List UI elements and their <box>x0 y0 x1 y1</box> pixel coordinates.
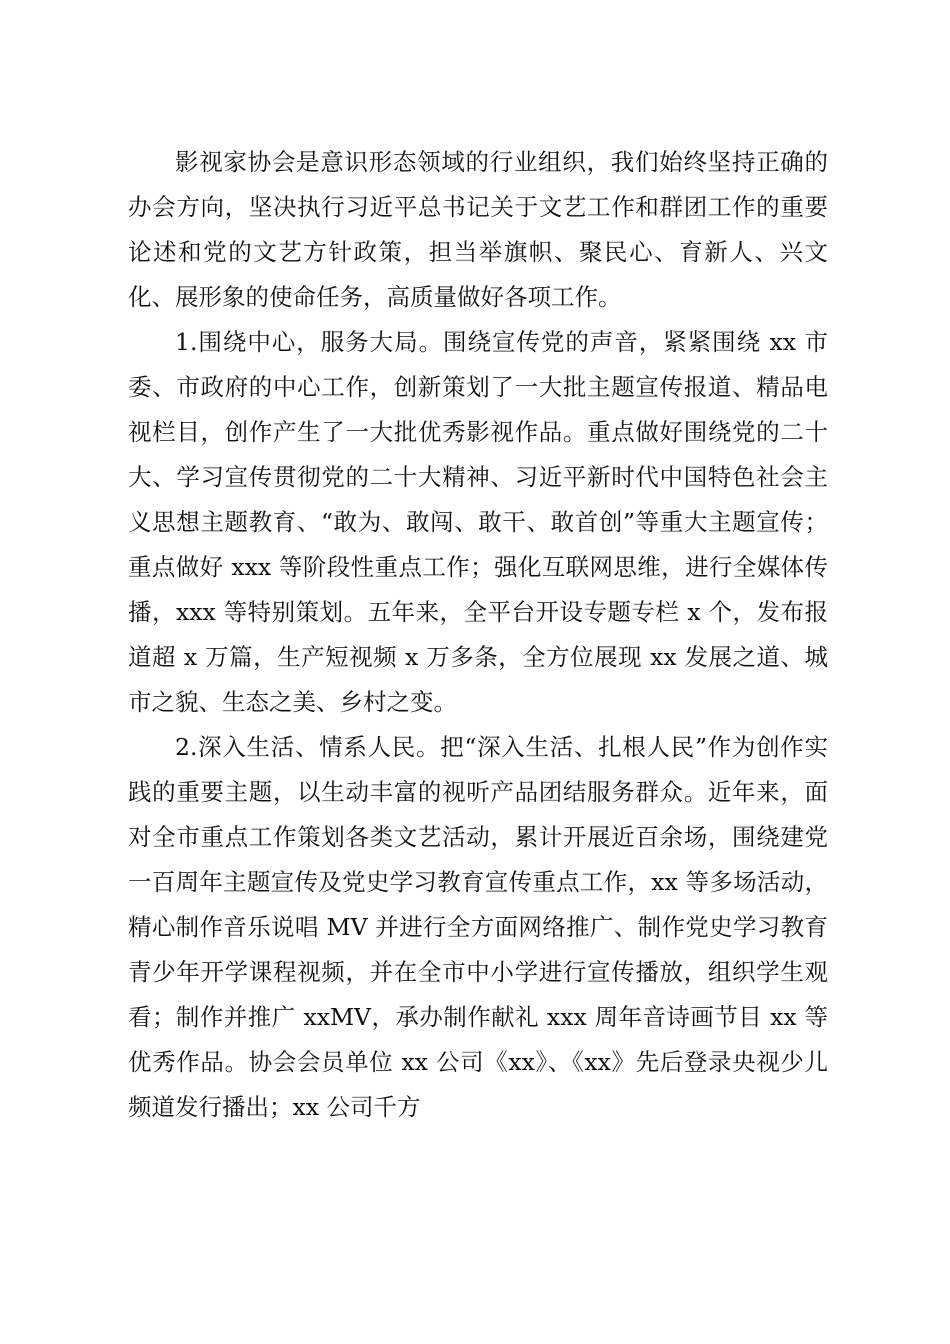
paragraph-item-1: 1.围绕中心，服务大局。围绕宣传党的声音，紧紧围绕 xx 市委、市政府的中心工作，创新策划了一大批主题宣传报道、精品电视栏目，创作产生了一大批优秀影视作品。重点做好围绕党的二十大、学习宣传贯彻党的二十大精神、习近平新时代中国特色社会主义思想主题教育、“敢为、敢闯、敢干、敢首创”等重大主题宣传；重点做好 xxx 等阶段性重点工作；强化互联网思维，进行全媒体传播，xxx 等特别策划。五年来，全平台开设专题专栏 x 个，发布报道超 x 万篇，生产短视频 x 万多条，全方位展现 xx 发展之道、城市之貌、生态之美、乡村之变。 <box>128 328 828 716</box>
paragraph-item-2: 2.深入生活、情系人民。把“深入生活、扎根人民”作为创作实践的重要主题，以生动丰富的视听产品团结服务群众。近年来，面对全市重点工作策划各类文艺活动，累计开展近百余场，围绕建党一百周年主题宣传及党史学习教育宣传重点工作，xx 等多场活动，精心制作音乐说唱 MV 并进行全方面网络推广、制作党史学习教育青少年开学课程视频，并在全市中小学进行宣传播放，组织学生观看；制作并推广 xxMV，承办制作献礼 xxx 周年音诗画节目 xx 等优秀作品。协会会员单位 xx 公司《xx》、《xx》先后登录央视少儿频道发行播出；xx 公司千方 <box>128 733 828 1121</box>
document-page <box>128 140 828 1130</box>
paragraph-intro: 影视家协会是意识形态领域的行业组织，我们始终坚持正确的办会方向，坚决执行习近平总书记关于文艺工作和群团工作的重要论述和党的文艺方针政策，担当举旗帜、聚民心、育新人、兴文化、展形象的使命任务，高质量做好各项工作。 <box>128 148 828 311</box>
